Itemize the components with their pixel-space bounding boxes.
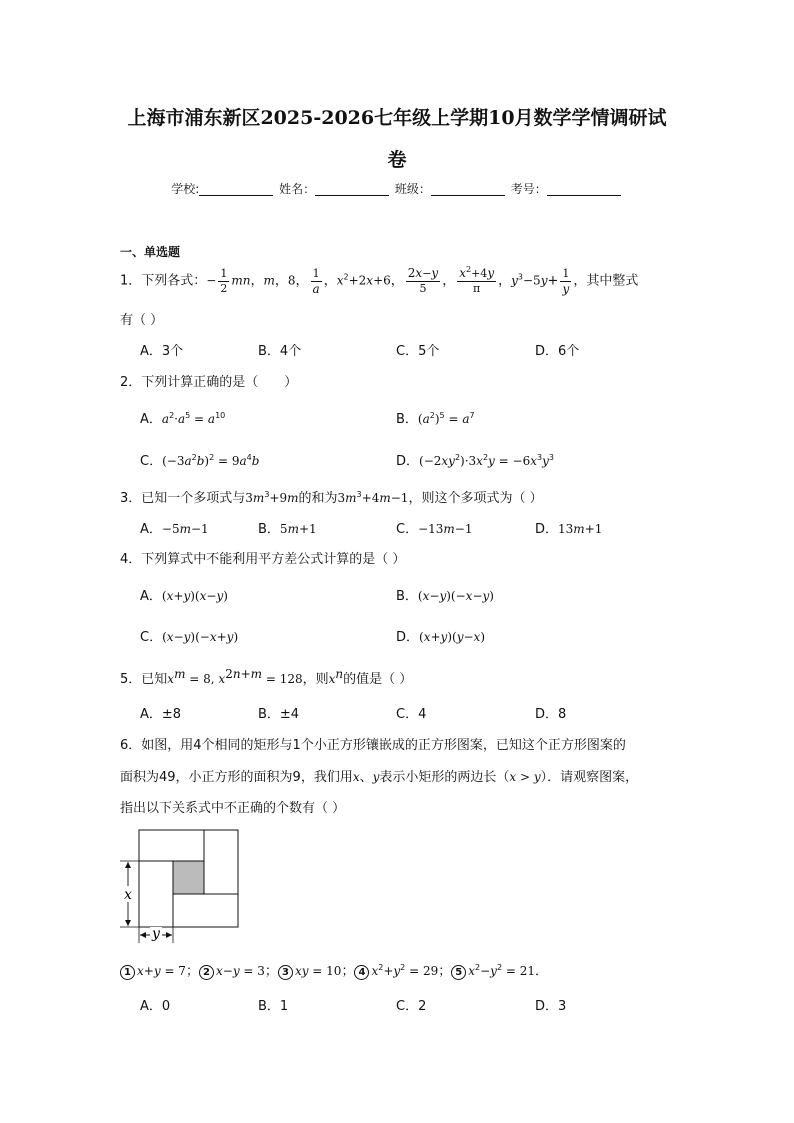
q6-relations: 1 x+y = 7； 2 x−y = 3； 3 xy = 10； 4 $x^2+y^2 = 29$； 5 $x^2-y^2 = 21$． <box>120 962 548 981</box>
class-blank[interactable] <box>431 183 505 196</box>
q4-stem: 4．下列算式中不能利用平方差公式计算的是（ ） <box>120 552 406 567</box>
class-label: 班级： <box>394 182 431 196</box>
exam-title-line1: 上海市浦东新区2025-2026七年级上学期10月数学学情调研试 <box>127 107 667 129</box>
exam-title-line2: 卷 <box>387 149 407 171</box>
student-info-row <box>0 180 794 197</box>
q5-option-d[interactable]: D．8 <box>535 707 567 722</box>
q3-stem: 3．已知一个多项式与$3m^3+9m$的和为$3m^3+4m-1$，则这个多项式为（ ） <box>120 490 543 506</box>
q2-option-c[interactable]: C．$(-3a^2b)^2 = 9a^4b$ <box>140 453 260 469</box>
q6-stem-line3: 指出以下关系式中不正确的个数有（ ） <box>120 801 346 816</box>
circled-number: 2 <box>199 965 214 980</box>
small-square <box>173 861 204 894</box>
q5-option-b[interactable]: B．±4 <box>258 707 300 722</box>
q1-option-c[interactable]: C．5个 <box>396 344 440 359</box>
q5-stem: 5．已知$x^m = 8$, $x^{2n+m} = 128$，则$x^n$的值是（ ） <box>120 667 413 687</box>
q5-option-a[interactable]: A．±8 <box>140 707 182 722</box>
q6-option-b[interactable]: B．1 <box>258 999 289 1014</box>
q1-option-d[interactable]: D．6个 <box>535 344 580 359</box>
q3-option-b[interactable]: B．5m+1 <box>258 522 317 537</box>
q3-option-a[interactable]: A．−5m−1 <box>140 522 209 537</box>
q2-option-d[interactable]: D．$(-2xy^2)\cdot 3x^2y = -6x^3y^3$ <box>396 453 554 469</box>
q1-stem-cont: 有（ ） <box>120 313 164 328</box>
school-blank[interactable] <box>199 183 273 196</box>
q4-option-a[interactable]: A．(x+y)(x−y) <box>140 589 228 604</box>
q6-option-d[interactable]: D．3 <box>535 999 567 1014</box>
q3-option-c[interactable]: C．−13m−1 <box>396 522 473 537</box>
q2-option-b[interactable]: B．$(a^2)^5 = a^7$ <box>396 411 475 427</box>
section-title: 一、单选题 <box>120 245 181 259</box>
q6-square-figure <box>118 828 242 944</box>
q4-option-c[interactable]: C．(x−y)(−x+y) <box>140 630 239 645</box>
q6-stem-line1: 6．如图，用4个相同的矩形与1个小正方形镶嵌成的正方形图案，已知这个正方形图案的 <box>120 738 626 753</box>
number-blank[interactable] <box>547 183 621 196</box>
q1-stem: 1．下列各式：− $\frac{1}{2}$ mn，m，8， $\frac{1}{a}$ ，$x^2+2x+6$， $\frac{2x-y}{5}$ ， $\frac{x^2+4y}{\pi}$ ，$y^3-5y+$ $\frac{1}{y}$ ，其中整式 <box>120 265 639 296</box>
q4-option-b[interactable]: B．(x−y)(−x−y) <box>396 589 494 604</box>
name-label: 姓名： <box>279 182 316 196</box>
q4-option-d[interactable]: D．(x+y)(y−x) <box>396 630 486 645</box>
q6-stem-line2: 面积为49，小正方形的面积为9，我们用x、y表示小矩形的两边长（x > y）．请观察图案， <box>120 770 639 785</box>
q2-stem: 2．下列计算正确的是（ ） <box>120 375 298 390</box>
figure-x-label: x <box>124 887 132 903</box>
figure-y-label: y <box>152 926 160 942</box>
q3-option-d[interactable]: D．13m+1 <box>535 522 603 537</box>
number-label: 考号： <box>510 182 547 196</box>
circled-number: 5 <box>451 965 466 980</box>
name-blank[interactable] <box>315 183 389 196</box>
q1-option-a[interactable]: A．3个 <box>140 344 184 359</box>
q6-option-a[interactable]: A．0 <box>140 999 171 1014</box>
q2-option-a[interactable]: A．$a^2\cdot a^5 = a^{10}$ <box>140 411 226 427</box>
q5-option-c[interactable]: C．4 <box>396 707 427 722</box>
school-label: 学校: <box>171 182 200 196</box>
circled-number: 1 <box>120 965 135 980</box>
q1-option-b[interactable]: B．4个 <box>258 344 302 359</box>
circled-number: 3 <box>278 965 293 980</box>
circled-number: 4 <box>354 965 369 980</box>
q6-option-c[interactable]: C．2 <box>396 999 427 1014</box>
